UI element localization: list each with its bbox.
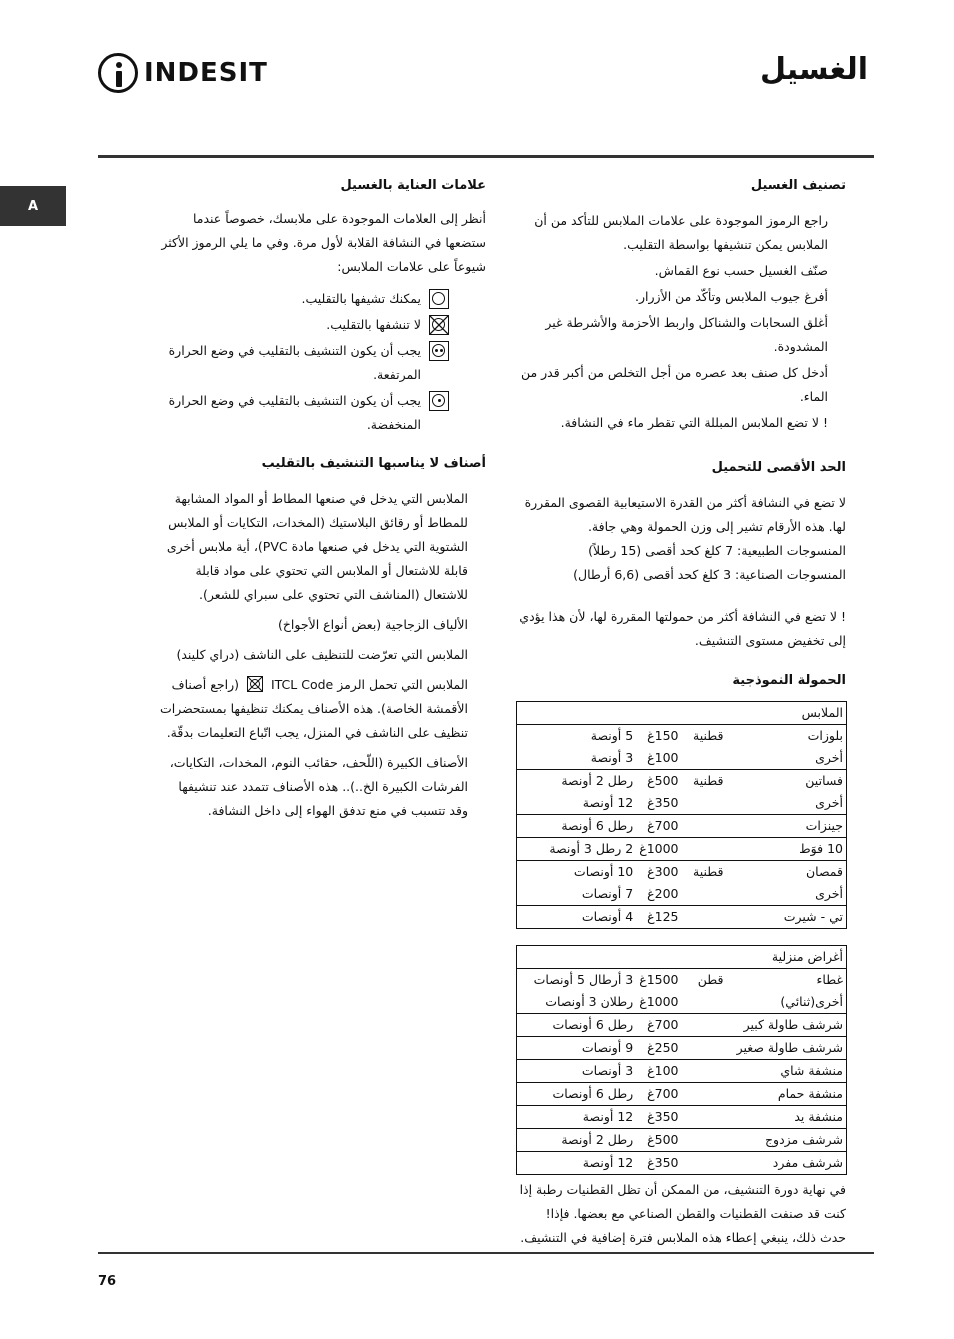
table-header: أغراض منزلية <box>517 946 847 969</box>
sorting-paragraph: أدخل كل صنف بعد عصره من أجل التخلص من أكبر قدر من الماء. <box>520 365 828 404</box>
table-cell-amount: 3 أونصة <box>590 750 634 765</box>
sorting-paragraph: أفرغ جيوب الملابس وتأكّد من الأزرار. <box>635 289 828 304</box>
table-cell-type <box>682 906 727 929</box>
table-cell-amount: 3 أرطال 5 أونصات <box>533 972 634 987</box>
table-cell-type <box>682 1014 727 1037</box>
max-load-warning: ! لا تضع في النشافة أكثر من حمولتها المقررة لها، لأن هذا يؤدي إلى تخفيض مستوى التنشيف. <box>519 609 846 648</box>
table-cell-type: قطنية <box>682 770 727 793</box>
table-cell-amount: رطل 6 أونصات <box>517 1014 637 1037</box>
table-cell-amount: 9 أونصات <box>517 1037 637 1060</box>
indesit-logo-icon <box>98 53 138 93</box>
table-row <box>517 792 847 815</box>
care-symbol-row <box>161 389 449 437</box>
table-cell-type <box>682 1152 727 1175</box>
max-load-section <box>516 460 846 653</box>
table-cell-type: قطنية <box>693 728 724 743</box>
table-cell-amount: رطلان 3 أونصات <box>545 994 634 1009</box>
table-cell-weight: 1000غ <box>636 838 681 861</box>
table-cell-type <box>682 991 727 1014</box>
table-cell-type <box>682 883 727 906</box>
table-cell-amount: 4 أونصات <box>517 906 637 929</box>
sorting-paragraph: أغلق السحابات والشناكل واربط الأحزمة والأشرطة غير المشدودة. <box>545 315 828 354</box>
table-cell-type <box>682 792 727 815</box>
table-cell-item: منشفة شاي <box>727 1060 847 1083</box>
table-cell-item: منشفة يد <box>727 1106 847 1129</box>
table-cell-weight: 150غ <box>647 728 679 743</box>
do-not-tumble-dry-icon <box>429 315 449 335</box>
table-cell-amount: رطل 2 أونصة <box>517 1129 637 1152</box>
table-cell-item: 10 فوَط <box>727 838 847 861</box>
table-cell-amount: 5 أونصة <box>590 728 634 743</box>
table-cell-type <box>682 1037 727 1060</box>
table-cell-item: شرشف طاولة كبير <box>727 1014 847 1037</box>
table-row <box>517 883 847 906</box>
table-cell-amount: 12 أونصة <box>517 1106 637 1129</box>
table-cell-weight: 1500غ <box>639 972 679 987</box>
table-row <box>517 747 847 770</box>
care-symbol-text: يجب أن يكون التنشيف بالتقليب في وضع الحرارة المنخفضة. <box>168 393 421 432</box>
table-cell-amount: رطل 2 أونصة <box>517 770 637 793</box>
top-divider <box>98 155 874 158</box>
care-symbol-text: يجب أن يكون التنشيف بالتقليب في وضع الحرارة المرتفعة. <box>168 343 421 382</box>
table-row <box>517 969 847 992</box>
table-cell-item: شرشف مزدوج <box>727 1129 847 1152</box>
table-row <box>517 1060 847 1083</box>
table-cell-type <box>682 1129 727 1152</box>
table-cell-amount: 12 أونصة <box>582 795 634 810</box>
table-cell-type <box>682 1060 727 1083</box>
table-cell-item: شرشف طاولة صغير <box>727 1037 847 1060</box>
table-cell-weight: 300غ <box>636 861 681 884</box>
table-row <box>517 1014 847 1037</box>
table-row <box>517 991 847 1014</box>
sorting-section <box>516 178 846 435</box>
table-cell-weight: 700غ <box>636 1083 681 1106</box>
table-cell-weight: 500غ <box>636 770 681 793</box>
brand-logo <box>98 50 268 96</box>
language-tab: A <box>0 186 66 226</box>
table-row <box>517 1083 847 1106</box>
tumble-dry-icon <box>429 289 449 309</box>
table-cell-type <box>682 838 727 861</box>
table-row <box>517 815 847 838</box>
table-header: الملابس <box>517 702 847 725</box>
large-items-paragraph: الأصناف الكبيرة (اللّحف، حقائب النوم، المخدات، التكايات، الفرشات الكبيرة الخ..).. هذه الأصناف تتمدد عند تنشيفها وقد تتسبب في منع تدفق الهواء إلى داخل النشافة. <box>169 755 468 818</box>
table-row <box>517 1129 847 1152</box>
table-cell-item: قمصان <box>727 861 847 884</box>
bottom-divider <box>98 1252 874 1254</box>
table-cell-item: أخرى <box>815 750 843 765</box>
table-cell-weight: 350غ <box>636 1106 681 1129</box>
table-cell-type <box>682 1083 727 1106</box>
unsuitable-paragraph: الملابس التي يدخل في صنعها المطاط أو المواد المشابهة للمطاط أو رقائق البلاستيك (المخدات، التكايات أو الملابس الشتوية التي يدخل في صنعها مادة PVC)، أية ملابس أخرى قابلة للاشتعال أو الملابس التي تحتوي على مواد قابلة للاشتعال (المناشف التي تحتوي على سبراي للشعر). <box>166 491 468 602</box>
table-cell-item: تي - شيرت <box>727 906 847 929</box>
table-cell-weight: 700غ <box>636 815 681 838</box>
table-cell-type: قطن <box>697 972 724 987</box>
care-symbol-row <box>161 313 449 337</box>
table-cell-item: أخرى(ثنائي) <box>780 994 843 1009</box>
table-cell-item: غطاء <box>816 972 843 987</box>
table-cell-item: أخرى <box>815 886 843 901</box>
household-load-table <box>516 945 847 1175</box>
unsuitable-section <box>161 456 486 823</box>
table-cell-amount: 2 رطل 3 أونصة <box>517 838 637 861</box>
care-labels-intro: أنظر إلى العلامات الموجودة على ملابسك، خصوصاً عندما ستضعها في النشافة القلابة لأول مرة. وفي ما يلي الرموز الأكثر شيوعاً على علامات الملابس: <box>161 211 486 274</box>
note-text: في نهاية دورة التنشيف، من الممكن أن تظل القطنيات رطبة إذا كنت قد صنفت القطنيات والقطن الصناعي مع بعضها. فإذا! حدث ذلك، ينبغي إعطاء هذه الملابس فترة إضافية في التنشيف. <box>519 1182 846 1245</box>
sorting-warning: ! لا تضع الملابس المبللة التي تقطر ماء في النشافة. <box>560 415 828 430</box>
table-cell-amount: رطل 6 أونصات <box>517 1083 637 1106</box>
itcl-suffix: (راجع أصناف الأقمشة الخاصة). هذه الأصناف يمكنك تنظيفها بمستحضرات تنظيف على الناشف في المنزل، يجب اتّباع التعليمات بدقّة. <box>159 677 468 740</box>
care-symbol-row <box>161 339 449 387</box>
max-load-paragraph: لا تضع في النشافة أكثر من القدرة الاستيعابية القصوى المقررة لها. هذه الأرقام تشير إلى وزن الحمولة وهي جافة. <box>524 495 846 534</box>
clothes-load-table <box>516 701 847 929</box>
typical-load-heading: الحمولة النموذجية <box>732 673 846 688</box>
care-symbol-text: يمكنك تشيفها بالتقليب. <box>301 291 421 306</box>
table-cell-item: جينزات <box>727 815 847 838</box>
itcl-prefix: الملابس التي تحمل الرمز ITCL Code <box>270 677 468 692</box>
table-cell-weight: 125غ <box>636 906 681 929</box>
table-cell-amount: 7 أونصات <box>581 886 634 901</box>
natural-fabrics-limit: المنسوجات الطبيعية: 7 كلغ كحد أقصى (15 رطلاً) <box>588 543 846 558</box>
care-symbol-row <box>161 287 449 311</box>
unsuitable-paragraph: الألياف الزجاجية (بعض أنواع الأجواخ) <box>277 617 468 632</box>
table-cell-type <box>682 815 727 838</box>
brand-name: INDESIT <box>144 58 268 88</box>
max-load-heading: الحد الأقصى للتحميل <box>711 460 846 475</box>
unsuitable-paragraph: الملابس التي تعرّضت للتنظيف على الناشف (دراي كليند) <box>176 647 468 662</box>
table-row <box>517 1037 847 1060</box>
table-cell-weight: 200غ <box>647 886 679 901</box>
care-symbol-text: لا تنشفها بالتقليب. <box>326 317 421 332</box>
tumble-dry-high-heat-icon <box>429 341 449 361</box>
table-cell-amount: 3 أونصات <box>517 1060 637 1083</box>
table-cell-item: منشفة حمام <box>727 1083 847 1106</box>
table-cell-weight: 500غ <box>636 1129 681 1152</box>
table-row <box>517 838 847 861</box>
table-cell-weight: 100غ <box>636 1060 681 1083</box>
sorting-heading: تصنيف الغسيل <box>750 178 846 193</box>
table-row <box>517 770 847 793</box>
table-cell-weight: 700غ <box>636 1014 681 1037</box>
care-labels-section <box>161 178 486 437</box>
care-labels-heading: علامات العناية بالغسيل <box>340 178 486 193</box>
table-cell-type <box>682 1106 727 1129</box>
table-cell-weight: 1000غ <box>639 994 679 1009</box>
table-cell-weight: 250غ <box>636 1037 681 1060</box>
table-cell-item: أخرى <box>815 795 843 810</box>
table-row <box>517 1106 847 1129</box>
unsuitable-heading: أصناف لا يناسبها التنشيف بالتقليب <box>261 456 486 471</box>
table-cell-amount: 10 أونصات <box>517 861 637 884</box>
sorting-paragraph: راجع الرموز الموجودة على علامات الملابس للتأكد من أن الملابس يمكن تنشيفها بواسطة التقليب. <box>534 213 828 252</box>
table-row <box>517 1152 847 1175</box>
table-row <box>517 906 847 929</box>
table-cell-amount: رطل 6 أونصة <box>517 815 637 838</box>
page-title: الغسيل <box>759 52 868 87</box>
table-cell-item: بلوزات <box>807 728 843 743</box>
table-cell-amount: 12 أونصة <box>517 1152 637 1175</box>
table-cell-type <box>682 747 727 770</box>
table-cell-weight: 350غ <box>636 1152 681 1175</box>
table-cell-item: شرشف مفرد <box>727 1152 847 1175</box>
tumble-dry-low-heat-icon <box>429 391 449 411</box>
do-not-tumble-dry-icon <box>247 676 263 692</box>
typical-load-note <box>516 1178 846 1250</box>
synthetic-fabrics-limit: المنسوجات الصناعية: 3 كلغ كحد أقصى (6,6 أرطال) <box>573 567 846 582</box>
table-cell-type: قطنية <box>682 861 727 884</box>
table-row <box>517 861 847 884</box>
table-cell-weight: 350غ <box>647 795 679 810</box>
table-cell-item: فساتين <box>727 770 847 793</box>
itcl-paragraph <box>158 673 468 745</box>
page-number: 76 <box>98 1274 117 1289</box>
sorting-paragraph: صنّف الغسيل حسب نوع القماش. <box>654 263 828 278</box>
table-cell-weight: 100غ <box>647 750 679 765</box>
table-row <box>517 725 847 748</box>
